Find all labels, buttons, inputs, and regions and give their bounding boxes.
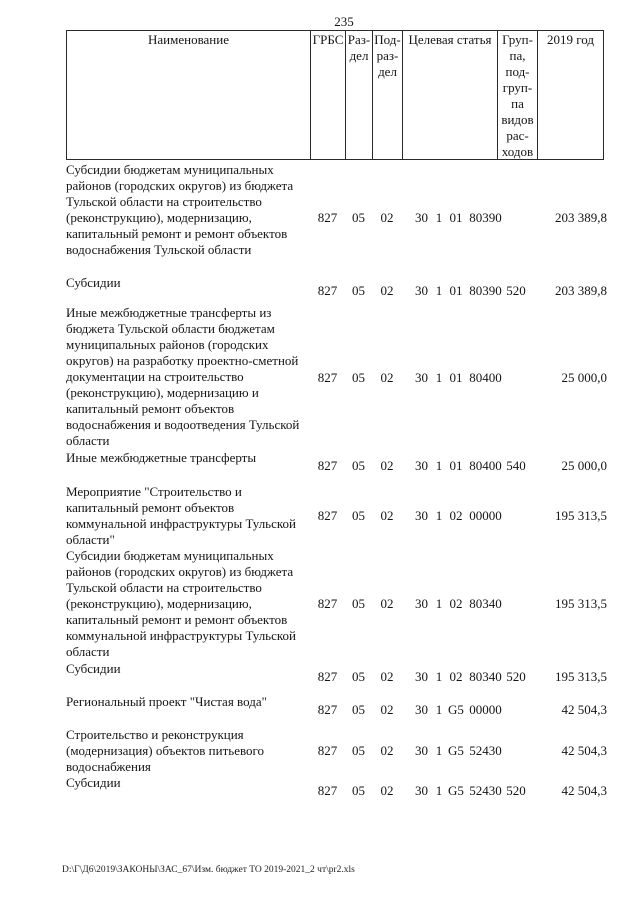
header-expense-group-line: па,	[509, 48, 526, 63]
target-article-direction: 80340	[469, 669, 502, 684]
row-name-line: Строительство и реконструкция	[66, 727, 244, 742]
target-article-program: 30	[415, 283, 428, 298]
target-article-program: 30	[415, 458, 428, 473]
row-name-line: капитальный ремонт объектов	[66, 500, 235, 515]
amount-2019: 25 000,0	[561, 458, 607, 473]
podrazdel-code: 02	[380, 743, 394, 758]
column-divider	[402, 31, 403, 159]
header-podrazdel-line: Под-	[374, 32, 401, 47]
target-article-event: 02	[449, 669, 463, 684]
header-razdel-line: дел	[349, 48, 369, 63]
target-article-subprogram: 1	[435, 783, 443, 798]
row-values	[0, 508, 640, 524]
grbs-code: 827	[317, 508, 338, 523]
target-article-subprogram: 1	[435, 669, 443, 684]
target-article-subprogram: 1	[435, 210, 443, 225]
row-name-line: (модернизация) объектов питьевого	[66, 743, 265, 758]
target-article-direction: 00000	[469, 508, 502, 523]
target-article-direction: 52430	[469, 743, 502, 758]
target-article-subprogram: 1	[435, 508, 443, 523]
razdel-code: 05	[352, 743, 365, 758]
podrazdel-code: 02	[380, 370, 394, 385]
header-year: 2019 год	[547, 32, 594, 47]
row-name-line: районов (городских округов) из бюджета	[66, 178, 294, 193]
grbs-code: 827	[317, 743, 338, 758]
row-name-line: Тульской области на строительство	[66, 194, 262, 209]
podrazdel-code: 02	[380, 210, 394, 225]
grbs-code: 827	[317, 783, 338, 798]
row-name-line: Субсидии	[66, 775, 121, 790]
row-name-line: (реконструкцию), модернизацию,	[66, 596, 252, 611]
target-article-subprogram: 1	[435, 283, 443, 298]
target-article-event: G5	[448, 743, 464, 758]
target-article-event: G5	[448, 702, 464, 717]
amount-2019: 42 504,3	[561, 743, 607, 758]
podrazdel-code: 02	[380, 702, 394, 717]
row-name-line: водоснабжения Тульской области	[66, 242, 252, 257]
header-razdel	[346, 32, 372, 64]
header-name: Наименование	[148, 32, 229, 47]
header-podrazdel-line: раз-	[376, 48, 399, 63]
grbs-code: 827	[317, 596, 338, 611]
podrazdel-code: 02	[380, 508, 394, 523]
row-name-line: водоснабжения	[66, 759, 151, 774]
target-article-direction: 80390	[469, 210, 502, 225]
header-expense-group-line: груп-	[502, 80, 533, 95]
target-article-direction: 80400	[469, 370, 502, 385]
target-article-event: 01	[449, 458, 463, 473]
row-name-line: Мероприятие "Строительство и	[66, 484, 242, 499]
razdel-code: 05	[352, 283, 365, 298]
amount-2019: 195 313,5	[555, 669, 607, 684]
expense-group-code: 520	[506, 783, 526, 798]
row-name-line: округов) на разработку проектно-сметной	[66, 353, 299, 368]
row-name-line: (реконструкцию), модернизацию,	[66, 210, 252, 225]
grbs-code: 827	[317, 458, 338, 473]
row-name-line: коммунальной инфраструктуры Тульской	[66, 628, 296, 643]
target-article-program: 30	[415, 210, 428, 225]
target-article-direction: 80340	[469, 596, 502, 611]
expense-group-code: 540	[506, 458, 526, 473]
grbs-code: 827	[317, 702, 338, 717]
podrazdel-code: 02	[380, 596, 394, 611]
column-divider	[537, 31, 538, 159]
podrazdel-code: 02	[380, 283, 394, 298]
amount-2019: 42 504,3	[561, 783, 607, 798]
row-name-line: области	[66, 433, 110, 448]
page-number: 235	[334, 14, 354, 29]
row-values	[0, 458, 640, 474]
header-expense-group	[498, 32, 537, 160]
row-name-line: Иные межбюджетные трансферты	[66, 450, 257, 465]
header-razdel-line: Раз-	[347, 32, 371, 47]
target-article-event: 02	[449, 596, 463, 611]
expense-group-code: 520	[506, 283, 526, 298]
row-name-line: документации на строительство	[66, 369, 244, 384]
row-name-line: области"	[66, 532, 115, 547]
razdel-code: 05	[352, 458, 365, 473]
target-article-event: 02	[449, 508, 463, 523]
podrazdel-code: 02	[380, 669, 394, 684]
row-name-line: муниципальных районов (городских	[66, 337, 269, 352]
row-name-line: водоснабжения и водоотведения Тульской	[66, 417, 300, 432]
target-article-direction: 80390	[469, 283, 502, 298]
row-name-line: Субсидии бюджетам муниципальных	[66, 162, 274, 177]
row-values	[0, 596, 640, 612]
target-article-program: 30	[415, 508, 428, 523]
target-article-program: 30	[415, 370, 428, 385]
target-article-subprogram: 1	[435, 596, 443, 611]
row-name-line: коммунальной инфраструктуры Тульской	[66, 516, 296, 531]
row-name-line: районов (городских округов) из бюджета	[66, 564, 294, 579]
table-header	[66, 30, 604, 160]
header-grbs: ГРБС	[312, 32, 344, 47]
row-values	[0, 783, 640, 799]
row-name-line: Иные межбюджетные трансферты из	[66, 305, 272, 320]
row-values	[0, 210, 640, 226]
footer-file-path: D:\Г\Д6\2019\ЗАКОНЫ\ЗАС_67\Изм. бюджет ТО 2019-2021_2 чт\pr2.xls	[62, 865, 355, 875]
header-expense-group-line: Груп-	[502, 32, 533, 47]
target-article-subprogram: 1	[435, 370, 443, 385]
header-expense-group-line: рас-	[506, 128, 529, 143]
target-article-direction: 00000	[469, 702, 502, 717]
row-name-line: Субсидии бюджетам муниципальных	[66, 548, 274, 563]
razdel-code: 05	[352, 210, 365, 225]
target-article-program: 30	[415, 596, 428, 611]
razdel-code: 05	[352, 596, 365, 611]
expense-group-code: 520	[506, 669, 526, 684]
amount-2019: 203 389,8	[555, 283, 607, 298]
row-name-line: Субсидии	[66, 275, 121, 290]
grbs-code: 827	[317, 210, 338, 225]
razdel-code: 05	[352, 508, 365, 523]
podrazdel-code: 02	[380, 458, 394, 473]
target-article-event: 01	[449, 370, 463, 385]
target-article-event: G5	[448, 783, 464, 798]
amount-2019: 25 000,0	[561, 370, 607, 385]
amount-2019: 195 313,5	[555, 596, 607, 611]
row-name-line: Региональный проект "Чистая вода"	[66, 694, 267, 709]
target-article-subprogram: 1	[435, 458, 443, 473]
razdel-code: 05	[352, 669, 365, 684]
razdel-code: 05	[352, 702, 365, 717]
razdel-code: 05	[352, 783, 365, 798]
amount-2019: 42 504,3	[561, 702, 607, 717]
header-expense-group-line: па	[511, 96, 524, 111]
row-name-line: Субсидии	[66, 661, 121, 676]
row-name-line: бюджета Тульской области бюджетам	[66, 321, 275, 336]
row-values	[0, 702, 640, 718]
target-article-program: 30	[415, 743, 428, 758]
row-name-line: капитальный ремонт и ремонт объектов	[66, 226, 288, 241]
target-article-event: 01	[449, 283, 463, 298]
column-divider	[310, 31, 311, 159]
amount-2019: 195 313,5	[555, 508, 607, 523]
row-values	[0, 283, 640, 299]
target-article-subprogram: 1	[435, 702, 443, 717]
grbs-code: 827	[317, 283, 338, 298]
target-article-program: 30	[415, 783, 428, 798]
row-name-line: (реконструкцию), модернизацию и	[66, 385, 259, 400]
amount-2019: 203 389,8	[555, 210, 607, 225]
podrazdel-code: 02	[380, 783, 394, 798]
grbs-code: 827	[317, 669, 338, 684]
header-podrazdel-line: дел	[378, 64, 397, 79]
target-article-direction: 52430	[469, 783, 502, 798]
row-name-line: капитальный ремонт объектов	[66, 401, 235, 416]
grbs-code: 827	[317, 370, 338, 385]
header-expense-group-line: видов	[501, 112, 534, 127]
row-name-line: области	[66, 644, 110, 659]
target-article-program: 30	[415, 702, 428, 717]
target-article-program: 30	[415, 669, 428, 684]
row-name-line: капитальный ремонт и ремонт объектов	[66, 612, 288, 627]
header-target-article: Целевая статья	[408, 32, 492, 47]
header-podrazdel	[373, 32, 402, 80]
target-article-direction: 80400	[469, 458, 502, 473]
target-article-event: 01	[449, 210, 463, 225]
row-values	[0, 669, 640, 685]
target-article-subprogram: 1	[435, 743, 443, 758]
header-expense-group-line: ходов	[501, 144, 534, 159]
row-values	[0, 743, 640, 759]
header-expense-group-line: под-	[505, 64, 530, 79]
row-name-line: Тульской области на строительство	[66, 580, 262, 595]
razdel-code: 05	[352, 370, 365, 385]
row-values	[0, 370, 640, 386]
